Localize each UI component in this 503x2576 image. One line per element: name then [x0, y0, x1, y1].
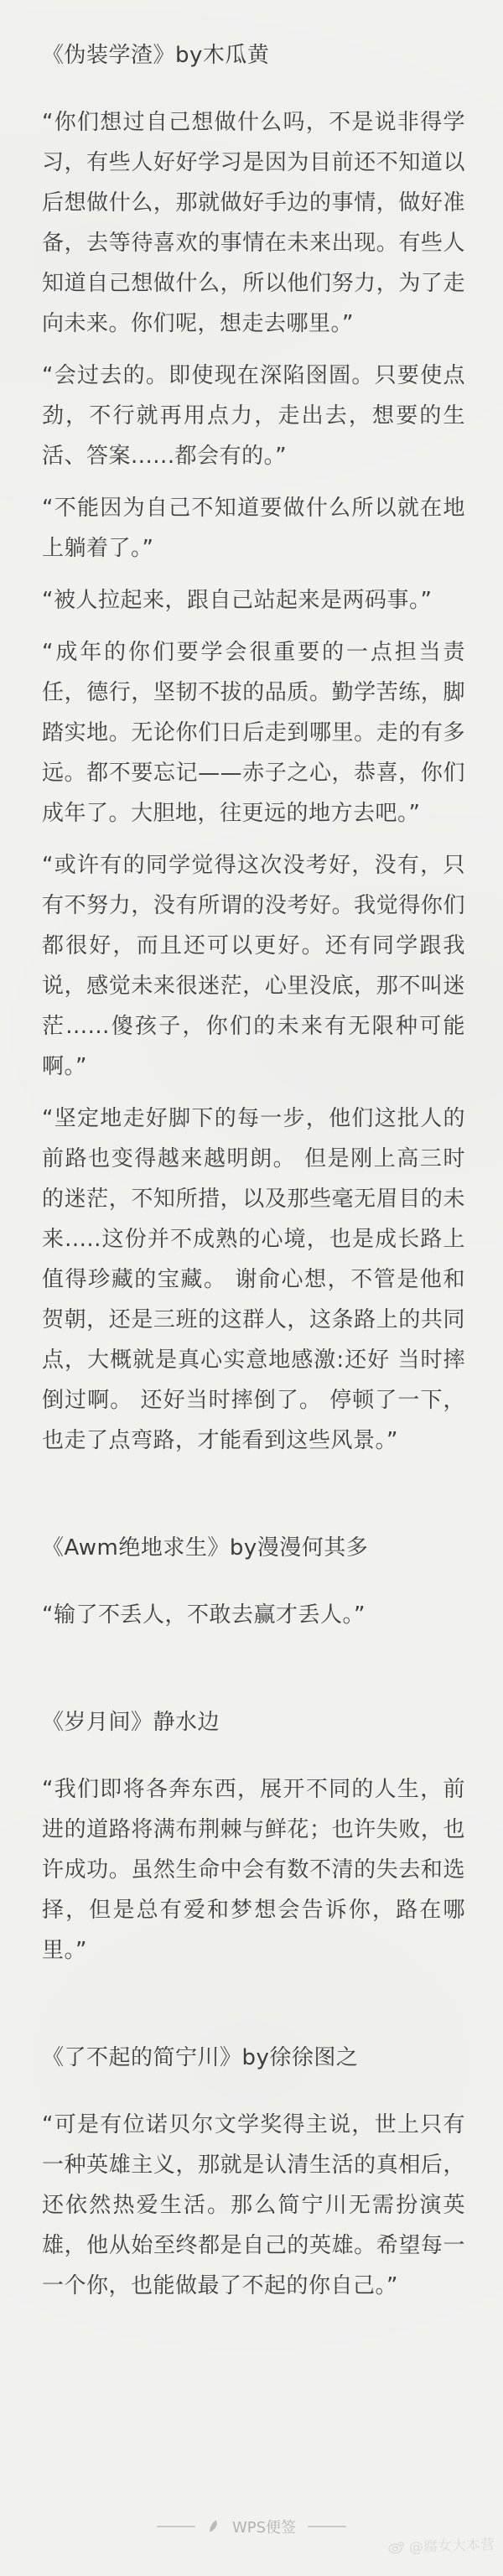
quote-paragraph: “你们想过自己想做什么吗，不是说非得学习，有些人好好学习是因为目前还不知道以后想做什么，那就做好手边的事情，做好准备，去等待喜欢的事情在未来出现。有些人知道自己想做什么，所以他们努力，为了走向未来。你们呢，想走去哪里。” — [42, 110, 465, 336]
weibo-icon — [387, 2538, 407, 2554]
book-title: 《岁月间》静水边 — [42, 1710, 220, 1735]
book-section-weizhuangxuezha — [42, 39, 465, 1461]
quote-paragraph: “会过去的。即使现在深陷囹圄。只要使点劲，不行就再用点力，走出去，想要的生活、答案......都会有的。” — [42, 363, 465, 469]
book-section-jianningchuan — [42, 2041, 465, 2306]
quote-paragraph: “坚定地走好脚下的每一步，他们这批人的前路也变得越来越明朗。 但是刚上高三时的迷茫，不知所措，以及那些毫无眉目的未来.....这份并不成熟的心境，也是成长路上值得珍藏的宝藏。 谢俞心想，不管是他和贺朝，还是三班的这群人，这条路上的共同点，大概就是真心实意地感激:还好 当时摔倒过啊。 还好当时摔倒了。 停顿了一下，也走了点弯路，才能看到这些风景。” — [42, 1106, 465, 1453]
weibo-watermark — [387, 2532, 495, 2557]
quote-paragraph: “不能因为自己不知道要做什么所以就在地上躺着了。” — [42, 496, 465, 561]
quote-paragraph: “或许有的同学觉得这次没考好，没有，只有不努力，没有所谓的没考好。我觉得你们都很好，而且还可以更好。还有同学跟我说，感觉未来很迷茫，心里没底，那不叫迷茫......傻孩子，你们的未来有无限种可能啊。” — [42, 853, 465, 1079]
quote-paragraph: “输了不丢人，不敢去赢才丢人。” — [42, 1602, 366, 1628]
footer-left-dash — [157, 2526, 195, 2527]
quote-paragraph: “被人拉起来，跟自己站起来是两码事。” — [42, 588, 433, 613]
book-title: 《了不起的简宁川》by徐徐图之 — [42, 2045, 359, 2070]
quote-paragraph: “成年的你们要学会很重要的一点担当责任，德行，坚韧不拔的品质。勤学苦练，脚踏实地。无论你们日后走到哪里。走的有多远。都不要忘记——赤子之心，恭喜，你们成年了。大胆地，往更远的地方去吧。” — [42, 640, 465, 826]
book-title: 《伪装学渣》by木瓜黄 — [42, 43, 270, 68]
book-section-suiyuejian — [42, 1706, 465, 1971]
book-title: 《Awm绝地求生》by漫漫何其多 — [42, 1535, 369, 1561]
quote-paragraph: “我们即将各奔东西，展开不同的人生，前进的道路将满布荆棘与鲜花；也许失败，也许成功。虽然生命中会有数不清的失去和选择，但是总有爱和梦想会告诉你，路在哪里。” — [42, 1777, 465, 1963]
footer-right-dash — [308, 2526, 346, 2527]
pen-icon — [207, 2519, 220, 2534]
quote-paragraph: “可是有位诺贝尔文学奖得主说，世上只有一种英雄主义，那就是认清生活的真相后，还依然热爱生活。那么简宁川无需扮演英雄，他从始至终都是自己的英雄。希望每一一个你，也能做最了不起的你自己。” — [42, 2112, 465, 2298]
footer-app-label: WPS便签 — [231, 2519, 297, 2537]
book-section-awm — [42, 1531, 465, 1635]
weibo-watermark-text: @腐女大本营 — [408, 2536, 495, 2557]
